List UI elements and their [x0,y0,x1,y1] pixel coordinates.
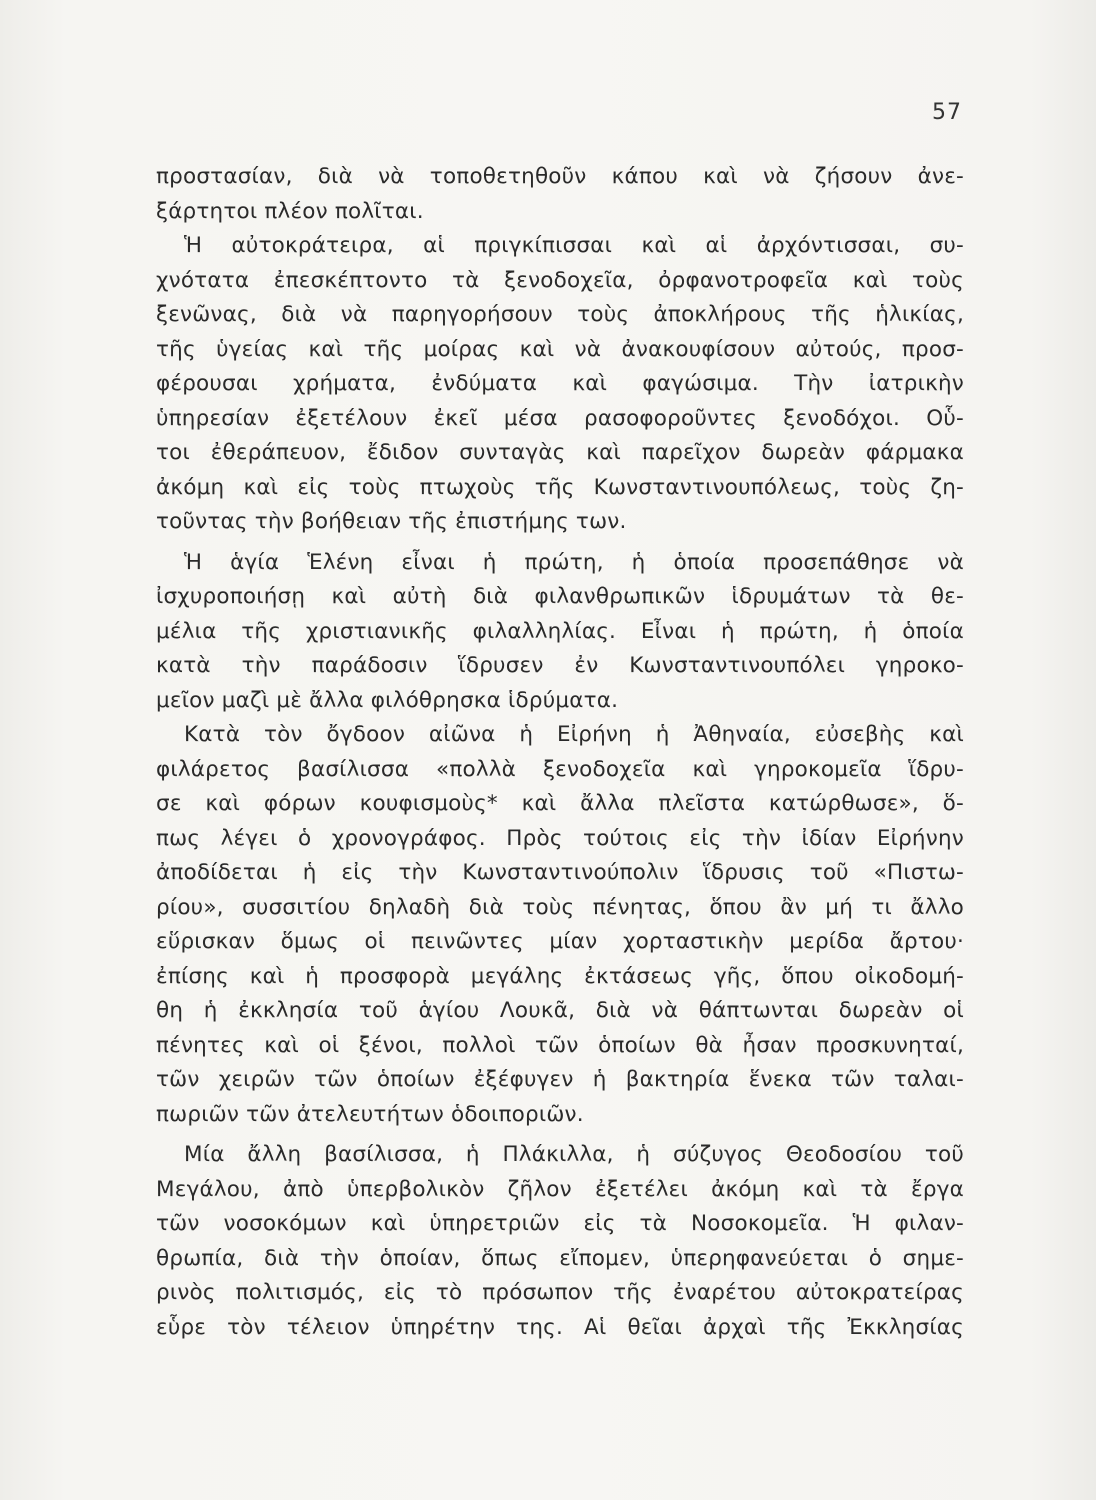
text-line: κατὰ τὴν παράδοσιν ἵδρυσεν ἐν Κωνσταντινουπόλει γηροκο- [156,653,964,678]
text-line: μεῖον μαζὶ μὲ ἄλλα φιλόθρησκα ἱδρύματα. [156,687,619,713]
text-line: φιλάρετος βασίλισσα «πολλὰ ξενοδοχεῖα καὶ γηροκομεῖα ἵδρυ- [156,756,964,782]
text-line: φέρουσαι χρήματα, ἐνδύματα καὶ φαγώσιμα. Τὴν ἰατρικὴν [156,371,964,396]
text-line: ξάρτητοι πλέον πολῖται. [156,198,424,224]
text-line: σε καὶ φόρων κουφισμοὺς* καὶ ἄλλα πλεῖστα κατώρθωσε», ὅ- [156,791,964,816]
body-text [156,160,964,1345]
text-line: Κατὰ τὸν ὄγδοον αἰῶνα ἡ Εἰρήνη ἡ Ἀθηναία, εὐσεβὴς καὶ [184,722,964,747]
text-line: ρίου», συσσιτίου δηλαδὴ διὰ τοὺς πένητας, ὅπου ἂν μή τι ἄλλο [156,894,964,920]
text-line: θη ἡ ἐκκλησία τοῦ ἁγίου Λουκᾶ, διὰ νὰ θάπτωνται δωρεὰν οἱ [156,998,964,1023]
text-line: εὗρε τὸν τέλειον ὑπηρέτην της. Αἱ θεῖαι ἀρχαὶ τῆς Ἐκκλησίας [156,1314,964,1340]
text-line: μέλια τῆς χριστιανικῆς φιλαλληλίας. Εἶναι ἡ πρώτη, ἡ ὁποία [156,618,964,644]
text-line: πωριῶν τῶν ἀτελευτήτων ὁδοιποριῶν. [156,1101,584,1127]
text-line: ἀποδίδεται ἡ εἰς τὴν Κωνσταντινούπολιν ἵδρυσις τοῦ «Πιστω- [156,860,964,885]
text-line: τοι ἐθεράπευον, ἔδιδον συνταγὰς καὶ παρεῖχον δωρεὰν φάρμακα [156,440,964,465]
text-line: τῶν χειρῶν τῶν ὁποίων ἐξέφυγεν ἡ βακτηρία ἕνεκα τῶν ταλαι- [156,1067,964,1092]
text-line: τῶν νοσοκόμων καὶ ὑπηρετριῶν εἰς τὰ Νοσοκομεῖα. Ἡ φιλαν- [156,1211,964,1236]
text-line: Ἡ αὐτοκράτειρα, αἱ πριγκίπισσαι καὶ αἱ ἀρχόντισσαι, συ- [184,233,964,258]
text-line: θρωπία, διὰ τὴν ὁποίαν, ὅπως εἴπομεν, ὑπερηφανεύεται ὁ σημε- [156,1245,964,1271]
text-line: ἀκόμη καὶ εἰς τοὺς πτωχοὺς τῆς Κωνσταντινουπόλεως, τοὺς ζη- [156,474,964,500]
text-line: Μεγάλου, ἀπὸ ὑπερβολικὸν ζῆλον ἐξετέλει ἀκόμη καὶ τὰ ἔργα [156,1176,964,1202]
text-line: πένητες καὶ οἱ ξένοι, πολλοὶ τῶν ὁποίων θὰ ἦσαν προσκυνηταί, [156,1032,964,1058]
text-line: ἰσχυροποιήσῃ καὶ αὐτὴ διὰ φιλανθρωπικῶν ἱδρυμάτων τὰ θε- [156,584,964,609]
text-line: εὕρισκαν ὅμως οἱ πεινῶντες μίαν χορταστικὴν μερίδα ἄρτου· [156,929,964,954]
text-line: πως λέγει ὁ χρονογράφος. Πρὸς τούτοις εἰς τὴν ἰδίαν Εἰρήνην [156,825,964,851]
text-line: τοῦντας τὴν βοήθειαν τῆς ἐπιστήμης των. [156,509,627,534]
text-line: ρινὸς πολιτισμός, εἰς τὸ πρόσωπον τῆς ἐναρέτου αὐτοκρατείρας [156,1280,964,1305]
text-line: ὑπηρεσίαν ἐξετέλουν ἐκεῖ μέσα ρασοφοροῦντες ξενοδόχοι. Οὗ- [156,405,964,431]
text-line: προστασίαν, διὰ νὰ τοποθετηθοῦν κάπου καὶ νὰ ζήσουν ἀνε- [156,164,964,189]
text-line: ξενῶνας, διὰ νὰ παρηγορήσουν τοὺς ἀποκλήρους τῆς ἡλικίας, [156,302,964,327]
text-line: Μία ἄλλη βασίλισσα, ἡ Πλάκιλλα, ἡ σύζυγος Θεοδοσίου τοῦ [184,1142,964,1167]
text-line: τῆς ὑγείας καὶ τῆς μοίρας καὶ νὰ ἀνακουφίσουν αὐτούς, προσ- [156,336,964,362]
text-line: ἐπίσης καὶ ἡ προσφορὰ μεγάλης ἐκτάσεως γῆς, ὅπου οἰκοδομή- [156,963,964,989]
text-line: χνότατα ἐπεσκέπτοντο τὰ ξενοδοχεῖα, ὀρφανοτροφεῖα καὶ τοὺς [156,267,964,293]
page-number: 57 [932,100,962,125]
text-line: Ἡ ἁγία Ἑλένη εἶναι ἡ πρώτη, ἡ ὁποία προσεπάθησε νὰ [184,549,964,575]
